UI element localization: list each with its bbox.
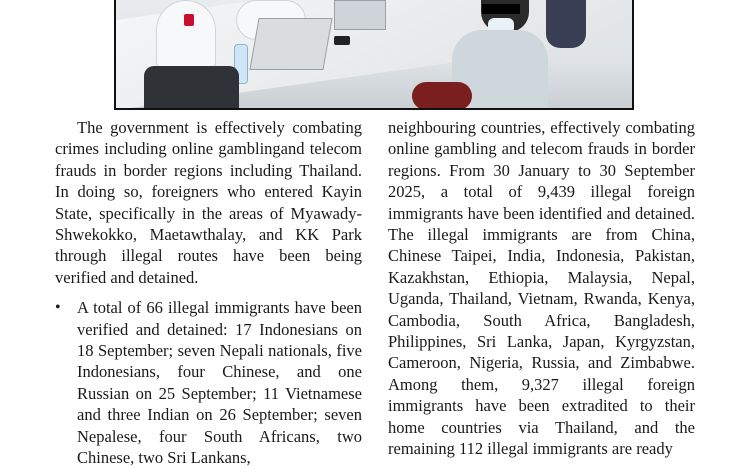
bullet-text: A total of 66 illegal immigrants have been verified and detained: 17 Indonesians on 18 September; seven Nepali nationals, five Indonesians, four Chinese, and one Russian on 25 September; 11 Vietnamese and three Indian on 26 September; seven Nepalese, four South Africans, two Chinese, two Sri Lankans, <box>77 298 362 468</box>
background-person <box>546 0 586 48</box>
bullet-item <box>55 297 362 468</box>
phone <box>334 36 350 45</box>
right-paragraph: neighbouring countries, effectively combating online gambling and telecom frauds in border regions. From 30 January to 30 September 2025, a total of 9,439 illegal foreign immigrants have been identified and detained. The illegal immigrants are from China, Chinese Taipei, India, Indonesia, Pakistan, Kazakhstan, Ethiopia, Malaysia, Nepal, Uganda, Thailand, Vietnam, Rwanda, Kenya, Cambodia, South Africa, Bangladesh, Philippines, Sri Lanka, Japan, Kyrgyzstan, Cameroon, Nigeria, Russia, and Zimbabwe. Among them, 9,327 illegal foreign immigrants have been extradited to their home countries via Thailand, and the remaining 112 illegal immigrants are ready <box>388 118 695 459</box>
news-photo <box>114 0 634 110</box>
bullet-icon: • <box>55 299 61 317</box>
official-figure-1 <box>156 0 216 70</box>
right-column <box>388 117 695 460</box>
seated-person-arm <box>412 82 472 110</box>
laptop-2 <box>334 0 386 30</box>
left-paragraph: The government is effectively combating crimes including online gamblingand telecom frauds in border regions including Thailand. In doing so, foreigners who entered Kayin State, specifically in the areas of Myawady-Shwekokko, Maetawthalay, and KK Park through illegal routes have been being verified and detained. <box>55 118 362 287</box>
bag <box>144 66 239 110</box>
left-column <box>55 117 362 469</box>
official-badge <box>184 14 194 26</box>
censor-bar <box>482 4 520 14</box>
laptop-1 <box>249 18 332 70</box>
